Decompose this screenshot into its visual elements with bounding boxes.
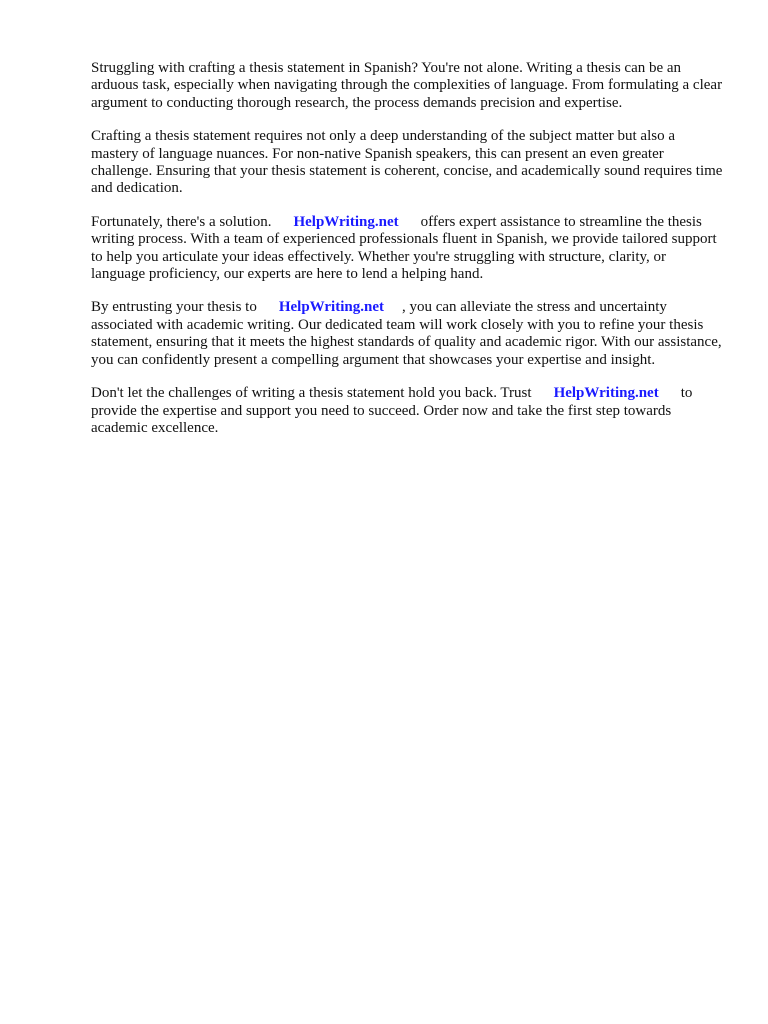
paragraph-entrust-rest: , you can alleviate the stress and uncertainty associated with academic writing. Our dedicated team will work closely with you to refine your thesis statement, ensuring that it meets the highest standards of quality and academic rigor. With our assistance, you can confidently present a compelling argument that showcases your expertise and insight. (91, 299, 722, 368)
helpwriting-link[interactable]: HelpWriting.net (278, 299, 384, 316)
paragraph-closing (91, 385, 723, 437)
paragraph-solution-lead: Fortunately, there's a solution. (91, 213, 272, 230)
paragraph-entrust (91, 299, 723, 369)
document-page (91, 60, 723, 453)
paragraph-solution-rest: offers expert assistance to streamline the thesis writing process. With a team of experienced professionals fluent in Spanish, we provide tailored support to help you articulate your ideas effectively. Whether you're struggling with structure, clarity, or language proficiency, our experts are here to lend a helping hand. (91, 213, 717, 283)
helpwriting-link[interactable]: HelpWriting.net (553, 385, 659, 402)
paragraph-entrust-lead: By entrusting your thesis to (91, 299, 257, 316)
paragraph-solution (91, 214, 723, 284)
helpwriting-link[interactable]: HelpWriting.net (293, 213, 399, 230)
paragraph-closing-rest: to provide the expertise and support you need to succeed. Order now and take the first step towards academic excellence. (91, 385, 693, 436)
paragraph-intro: Struggling with crafting a thesis statement in Spanish? You're not alone. Writing a thesis can be an arduous task, especially when navigating through the complexities of language. From formulating a clear argument to conducting thorough research, the process demands precision and expertise. (91, 60, 723, 111)
paragraph-closing-lead: Don't let the challenges of writing a thesis statement hold you back. Trust (91, 385, 532, 402)
paragraph-challenge: Crafting a thesis statement requires not only a deep understanding of the subject matter but also a mastery of language nuances. For non-native Spanish speakers, this can present an even greater challenge. Ensuring that your thesis statement is coherent, concise, and academically sound requires time and dedication. (91, 128, 723, 197)
